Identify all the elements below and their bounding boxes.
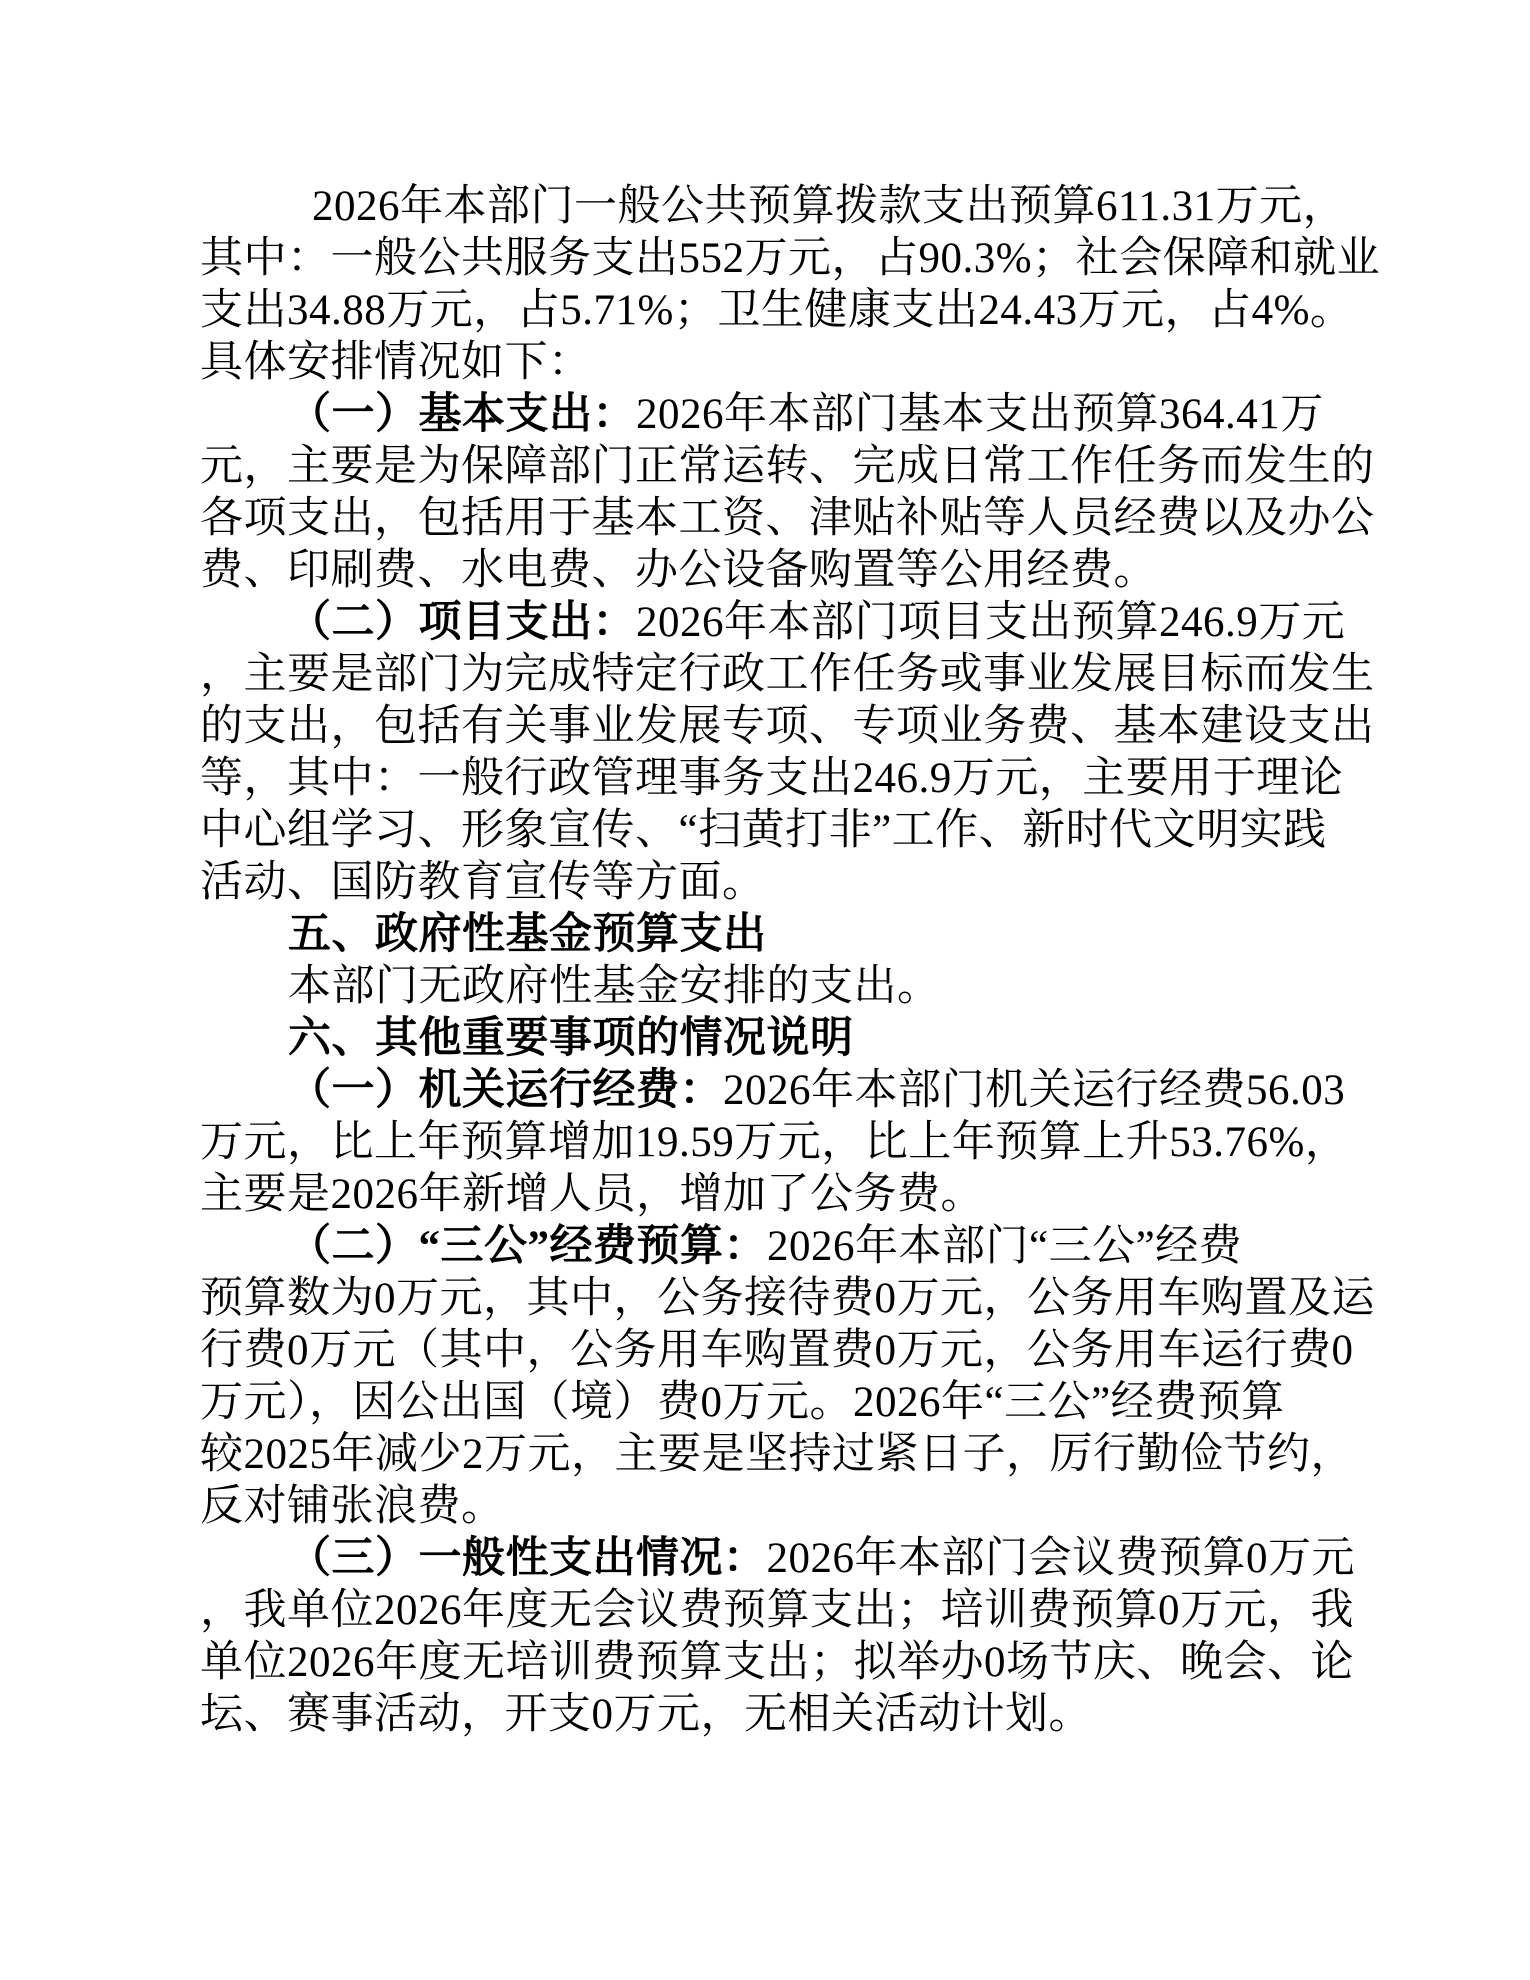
document-line: [200, 441, 1375, 493]
line-text: 的支出，包括有关事业发展专项、专项业务费、基本建设支出: [200, 703, 1375, 750]
line-bold-text: （二）“三公”经费预算：: [288, 1223, 767, 1270]
line-text: 较2025年减少2万元，主要是坚持过紧日子，厉行勤俭节约，: [200, 1431, 1354, 1478]
line-text: 反对铺张浪费。: [200, 1483, 505, 1530]
document-line: [200, 1637, 1375, 1689]
line-text: 2026年本部门基本支出预算364.41万: [636, 391, 1324, 438]
document-line: [200, 337, 1375, 389]
line-text: 费、印刷费、水电费、办公设备购置等公用经费。: [200, 547, 1157, 594]
document-line: [200, 545, 1375, 597]
document-line: [200, 649, 1375, 701]
document-line: [200, 181, 1375, 233]
line-text: 本部门无政府性基金安排的支出。: [288, 963, 941, 1010]
line-bold-text: （三）一般性支出情况：: [288, 1535, 767, 1582]
document-line-heading: [200, 1533, 1375, 1585]
document-line: [200, 493, 1375, 545]
document-line: [200, 1585, 1375, 1637]
line-bold-text: （一）机关运行经费：: [288, 1067, 723, 1114]
line-text: 2026年本部门会议费预算0万元: [766, 1535, 1355, 1582]
line-text: 2026年本部门一般公共预算拨款支出预算611.31万元，: [312, 183, 1347, 230]
line-text: 各项支出，包括用于基本工资、津贴补贴等人员经费以及办公: [200, 495, 1375, 542]
document-line: [200, 857, 1375, 909]
document-line: [200, 805, 1375, 857]
document-line: [200, 1169, 1375, 1221]
line-text: 坛、赛事活动，开支0万元，无相关活动计划。: [200, 1691, 1092, 1738]
document-line: [200, 1117, 1375, 1169]
line-text: 万元，比上年预算增加19.59万元，比上年预算上升53.76%，: [200, 1119, 1349, 1166]
line-bold-text: （二）项目支出：: [288, 599, 636, 646]
line-bold-text: （一）基本支出：: [288, 391, 636, 438]
document-line: [200, 753, 1375, 805]
line-text: 2026年本部门项目支出预算246.9万元: [636, 599, 1346, 646]
line-text: 中心组学习、形象宣传、“扫黄打非”工作、新时代文明实践: [200, 807, 1327, 854]
line-text: 主要是2026年新增人员，增加了公务费。: [200, 1171, 984, 1218]
document-line: [200, 233, 1381, 285]
line-text: 具体安排情况如下：: [200, 339, 592, 386]
document-body: [200, 181, 1381, 1741]
document-line-heading: [200, 1221, 1375, 1273]
document-line: [200, 1429, 1375, 1481]
line-text: 预算数为0万元，其中，公务接待费0万元，公务用车购置及运: [200, 1275, 1375, 1322]
line-bold-text: 五、政府性基金预算支出: [288, 911, 767, 958]
document-line-heading: [200, 597, 1375, 649]
document-line-heading: [200, 389, 1375, 441]
line-text: 单位2026年度无培训费预算支出；拟举办0场节庆、晚会、论: [200, 1639, 1354, 1686]
document-line: [200, 1481, 1375, 1533]
line-text: 2026年本部门“三公”经费: [767, 1223, 1243, 1270]
document-section-heading: [200, 909, 1375, 961]
document-line: [200, 701, 1375, 753]
document-line: [200, 285, 1375, 337]
document-line-heading: [200, 1065, 1375, 1117]
document-line: [200, 961, 1375, 1013]
document-line: [200, 1273, 1375, 1325]
line-text: 支出34.88万元，占5.71%；卫生健康支出24.43万元，占4%。: [200, 287, 1354, 334]
line-text: 等，其中：一般行政管理事务支出246.9万元，主要用于理论: [200, 755, 1344, 802]
line-text: 行费0万元（其中，公务用车购置费0万元，公务用车运行费0: [200, 1327, 1354, 1374]
line-text: 元，主要是为保障部门正常运转、完成日常工作任务而发生的: [200, 443, 1375, 490]
line-bold-text: 六、其他重要事项的情况说明: [288, 1015, 854, 1062]
document-line: [200, 1325, 1375, 1377]
document-line: [200, 1377, 1375, 1429]
document-line: [200, 1689, 1375, 1741]
line-text: 其中：一般公共服务支出552万元，占90.3%；社会保障和就业: [200, 235, 1381, 282]
line-text: ，我单位2026年度无会议费预算支出；培训费预算0万元，我: [200, 1587, 1354, 1634]
line-text: 万元），因公出国（境）费0万元。2026年“三公”经费预算: [200, 1379, 1285, 1426]
document-section-heading: [200, 1013, 1375, 1065]
line-text: 2026年本部门机关运行经费56.03: [723, 1067, 1346, 1114]
line-text: ，主要是部门为完成特定行政工作任务或事业发展目标而发生: [200, 651, 1375, 698]
line-text: 活动、国防教育宣传等方面。: [200, 859, 766, 906]
